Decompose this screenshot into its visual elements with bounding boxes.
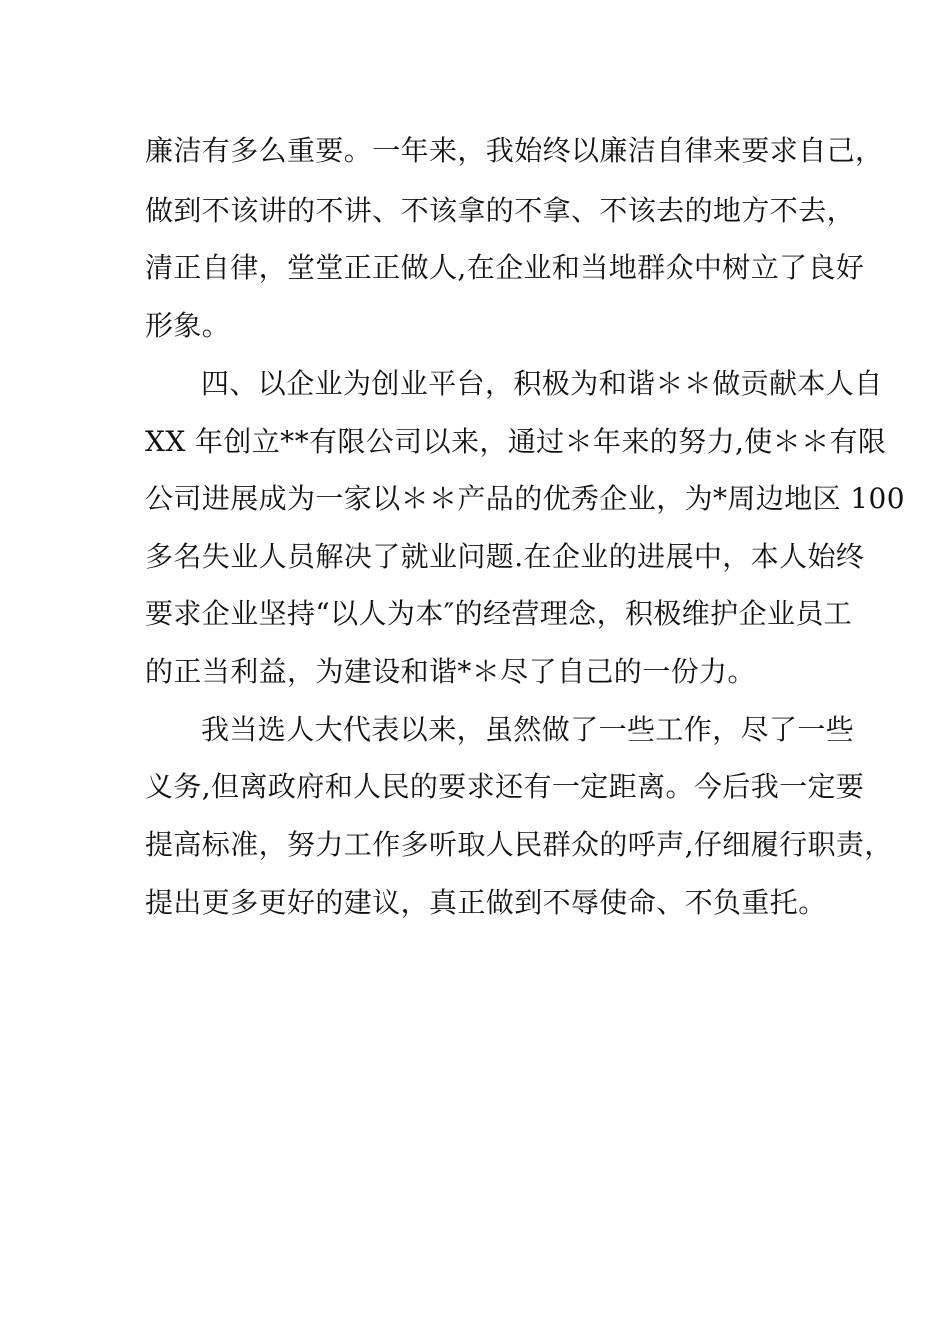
text-line: 公司进展成为一家以＊＊产品的优秀企业，为*周边地区 100 — [145, 482, 905, 515]
text-line: 要求企业坚持“以人为本″的经营理念，积极维护企业员工 — [145, 597, 853, 630]
text-line: 廉洁有多么重要。一年来，我始终以廉洁自律来要求自己， — [145, 134, 884, 167]
text-line: 多名失业人员解决了就业问题.在企业的进展中，本人始终 — [145, 540, 865, 573]
text-line: 提高标准，努力工作多听取人民群众的呼声,仔细履行职责， — [145, 828, 893, 861]
text-line: 形象。 — [145, 309, 231, 342]
text-line: 义务,但离政府和人民的要求还有一定距离。今后我一定要 — [145, 770, 865, 803]
text-line: XX 年创立**有限公司以来，通过＊年来的努力,使＊＊有限 — [145, 425, 887, 458]
text-line: 清正自律，堂堂正正做人,在企业和当地群众中树立了良好 — [145, 251, 865, 284]
text-line: 的正当利益，为建设和谐*＊尽了自己的一份力。 — [145, 655, 756, 688]
paragraph-start-line: 我当选人大代表以来，虽然做了一些工作，尽了一些 — [201, 713, 855, 746]
text-line: 提出更多更好的建议，真正做到不辱使命、不负重托。 — [145, 886, 827, 919]
paragraph-start-line: 四、以企业为创业平台，积极为和谐＊＊做贡献本人自 — [201, 367, 883, 400]
text-line: 做到不该讲的不讲、不该拿的不拿、不该去的地方不去， — [145, 194, 856, 227]
